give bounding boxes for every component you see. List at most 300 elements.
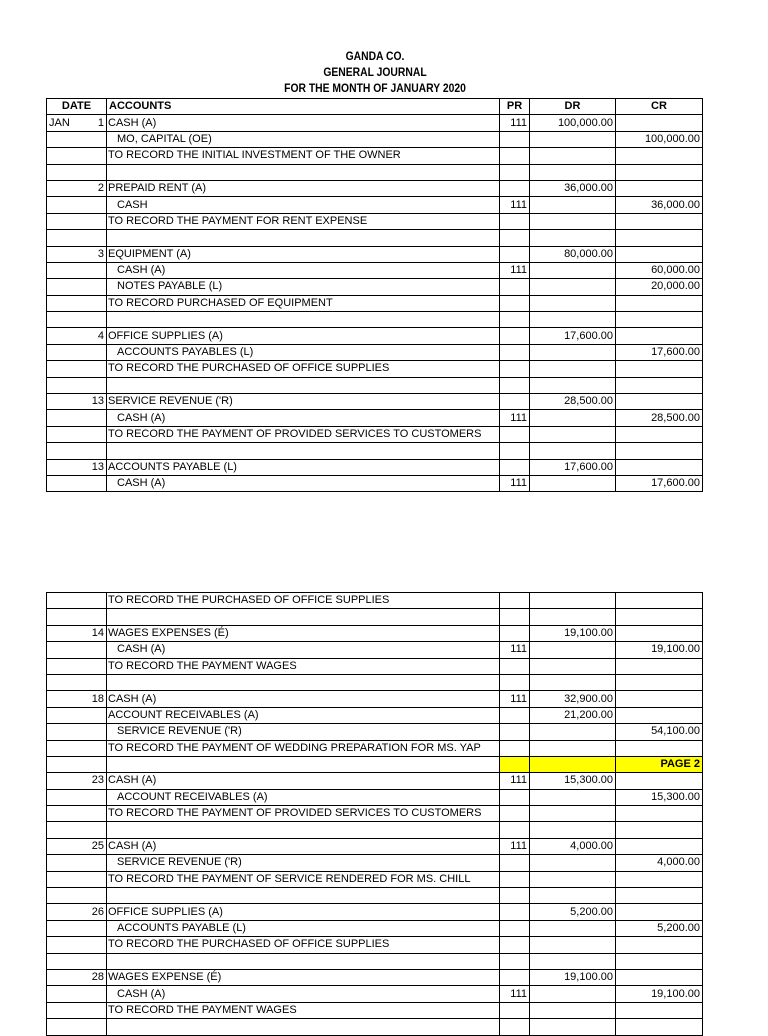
account-cell: [107, 443, 500, 459]
account-cell: TO RECORD THE PURCHASED OF OFFICE SUPPLIES: [107, 593, 500, 609]
debit-cell: [530, 344, 616, 360]
account-cell: [107, 888, 500, 904]
journal-row: [47, 838, 703, 854]
credit-cell: 36,000.00: [616, 197, 703, 213]
debit-cell: 4,000.00: [530, 838, 616, 854]
account-cell: TO RECORD THE PAYMENT OF PROVIDED SERVICES TO CUSTOMERS: [107, 426, 500, 442]
pr-cell: [500, 756, 530, 772]
credit-cell: [616, 937, 703, 953]
debit-cell: 80,000.00: [530, 246, 616, 262]
journal-row: [47, 658, 703, 674]
debit-cell: [530, 426, 616, 442]
accounts-column-header: ACCOUNTS: [107, 99, 500, 115]
account-cell: OFFICE SUPPLIES (A): [107, 328, 500, 344]
journal-table-page-1: [46, 98, 703, 492]
date-day-cell: 2: [77, 180, 107, 196]
journal-period: FOR THE MONTH OF JANUARY 2020: [284, 83, 466, 95]
pr-cell: [500, 609, 530, 625]
account-cell: TO RECORD THE PAYMENT OF WEDDING PREPARATION FOR MS. YAP: [107, 740, 500, 756]
date-day-cell: [77, 213, 107, 229]
debit-cell: [530, 871, 616, 887]
date-month-cell: [47, 969, 77, 985]
date-day-cell: [77, 986, 107, 1002]
journal-row: [47, 888, 703, 904]
journal-row: [47, 246, 703, 262]
date-day-cell: [77, 756, 107, 772]
pr-cell: [500, 361, 530, 377]
pr-cell: [500, 131, 530, 147]
journal-row: [47, 789, 703, 805]
pr-cell: [500, 328, 530, 344]
debit-cell: [530, 262, 616, 278]
dr-column-header: DR: [530, 99, 616, 115]
account-cell: ACCOUNTS PAYABLE (L): [107, 459, 500, 475]
account-cell: ACCOUNTS PAYABLE (L): [107, 920, 500, 936]
account-cell: PREPAID RENT (A): [107, 180, 500, 196]
journal-row: [47, 164, 703, 180]
credit-cell: 28,500.00: [616, 410, 703, 426]
debit-cell: [530, 361, 616, 377]
debit-cell: 19,100.00: [530, 625, 616, 641]
date-month-cell: [47, 459, 77, 475]
date-day-cell: [77, 295, 107, 311]
debit-cell: 5,200.00: [530, 904, 616, 920]
debit-cell: [530, 131, 616, 147]
credit-cell: [616, 377, 703, 393]
credit-cell: 5,200.00: [616, 920, 703, 936]
debit-cell: [530, 475, 616, 491]
journal-row: [47, 674, 703, 690]
account-cell: SERVICE REVENUE ('R): [107, 724, 500, 740]
date-month-cell: [47, 443, 77, 459]
date-day-cell: [77, 262, 107, 278]
date-month-cell: [47, 642, 77, 658]
debit-cell: [530, 148, 616, 164]
journal-row: [47, 312, 703, 328]
credit-cell: [616, 593, 703, 609]
credit-cell: 60,000.00: [616, 262, 703, 278]
date-day-cell: [77, 642, 107, 658]
pr-cell: [500, 904, 530, 920]
pr-cell: 111: [500, 642, 530, 658]
date-month-cell: [47, 593, 77, 609]
date-month-cell: [47, 920, 77, 936]
pr-cell: [500, 164, 530, 180]
date-day-cell: [77, 279, 107, 295]
pr-cell: [500, 593, 530, 609]
credit-cell: [616, 443, 703, 459]
date-month-cell: [47, 1019, 77, 1035]
journal-row: [47, 904, 703, 920]
journal-row: [47, 937, 703, 953]
date-day-cell: [77, 312, 107, 328]
date-day-cell: [77, 377, 107, 393]
journal-row: [47, 197, 703, 213]
account-cell: CASH (A): [107, 986, 500, 1002]
pr-cell: 111: [500, 262, 530, 278]
credit-cell: [616, 459, 703, 475]
credit-cell: 100,000.00: [616, 131, 703, 147]
date-month-cell: JAN: [47, 115, 77, 131]
pr-cell: [500, 871, 530, 887]
pr-cell: 111: [500, 691, 530, 707]
date-day-cell: [77, 674, 107, 690]
journal-row: [47, 871, 703, 887]
journal-table-page-2: [46, 592, 703, 1036]
credit-cell: [616, 904, 703, 920]
debit-cell: 32,900.00: [530, 691, 616, 707]
journal-row: [47, 707, 703, 723]
pr-cell: [500, 230, 530, 246]
journal-title: GENERAL JOURNAL: [323, 67, 427, 79]
date-day-cell: [77, 806, 107, 822]
journal-row: [47, 180, 703, 196]
pr-cell: [500, 394, 530, 410]
pr-cell: [500, 920, 530, 936]
debit-cell: [530, 295, 616, 311]
journal-row: [47, 1019, 703, 1035]
credit-cell: [616, 394, 703, 410]
pr-cell: [500, 740, 530, 756]
pr-cell: 111: [500, 197, 530, 213]
credit-cell: [616, 838, 703, 854]
credit-cell: [616, 707, 703, 723]
debit-cell: [530, 642, 616, 658]
cr-column-header: CR: [616, 99, 703, 115]
debit-cell: [530, 789, 616, 805]
date-day-cell: [77, 822, 107, 838]
journal-row: [47, 855, 703, 871]
date-day-cell: [77, 871, 107, 887]
date-month-cell: [47, 279, 77, 295]
date-month-cell: [47, 312, 77, 328]
date-month-cell: [47, 344, 77, 360]
date-month-cell: [47, 707, 77, 723]
journal-row: [47, 115, 703, 131]
date-month-cell: [47, 328, 77, 344]
credit-cell: [616, 953, 703, 969]
pr-cell: [500, 213, 530, 229]
date-day-cell: [77, 855, 107, 871]
date-month-cell: [47, 262, 77, 278]
journal-row: [47, 361, 703, 377]
pr-cell: [500, 658, 530, 674]
pr-cell: [500, 953, 530, 969]
date-day-cell: 14: [77, 625, 107, 641]
date-month-cell: [47, 724, 77, 740]
date-month-cell: [47, 691, 77, 707]
account-cell: SERVICE REVENUE ('R): [107, 855, 500, 871]
debit-cell: 21,200.00: [530, 707, 616, 723]
date-day-cell: 1: [77, 115, 107, 131]
debit-cell: [530, 1019, 616, 1035]
debit-cell: 17,600.00: [530, 328, 616, 344]
account-cell: TO RECORD THE PAYMENT WAGES: [107, 658, 500, 674]
pr-cell: [500, 180, 530, 196]
journal-row: [47, 279, 703, 295]
date-month-cell: [47, 1002, 77, 1018]
date-month-cell: [47, 740, 77, 756]
journal-row: [47, 1002, 703, 1018]
debit-cell: [530, 230, 616, 246]
account-cell: [107, 822, 500, 838]
date-month-cell: [47, 246, 77, 262]
date-day-cell: [77, 344, 107, 360]
account-cell: ACCOUNT RECEIVABLES (A): [107, 789, 500, 805]
pr-cell: [500, 295, 530, 311]
credit-cell: [616, 691, 703, 707]
journal-row: [47, 131, 703, 147]
debit-cell: 36,000.00: [530, 180, 616, 196]
journal-row: [47, 609, 703, 625]
date-day-cell: [77, 131, 107, 147]
pr-cell: [500, 246, 530, 262]
credit-cell: 4,000.00: [616, 855, 703, 871]
pr-cell: [500, 855, 530, 871]
account-cell: TO RECORD THE PURCHASED OF OFFICE SUPPLIES: [107, 937, 500, 953]
date-day-cell: [77, 953, 107, 969]
date-day-cell: [77, 475, 107, 491]
pr-cell: 111: [500, 115, 530, 131]
account-cell: CASH: [107, 197, 500, 213]
table-header-row: [47, 99, 703, 115]
debit-cell: [530, 312, 616, 328]
date-month-cell: [47, 658, 77, 674]
journal-row: [47, 410, 703, 426]
date-day-cell: 3: [77, 246, 107, 262]
account-cell: [107, 1019, 500, 1035]
journal-row: [47, 328, 703, 344]
date-month-cell: [47, 806, 77, 822]
journal-row: [47, 475, 703, 491]
journal-row: [47, 230, 703, 246]
journal-row: [47, 756, 703, 772]
journal-row: [47, 642, 703, 658]
date-day-cell: [77, 937, 107, 953]
pr-cell: 111: [500, 475, 530, 491]
credit-cell: [616, 148, 703, 164]
date-month-cell: [47, 213, 77, 229]
date-day-cell: [77, 888, 107, 904]
date-day-cell: [77, 361, 107, 377]
date-month-cell: [47, 888, 77, 904]
pr-cell: 111: [500, 838, 530, 854]
company-name: GANDA CO.: [345, 51, 405, 63]
debit-cell: [530, 986, 616, 1002]
credit-cell: [616, 180, 703, 196]
debit-cell: 15,300.00: [530, 773, 616, 789]
debit-cell: 17,600.00: [530, 459, 616, 475]
credit-cell: [616, 740, 703, 756]
date-day-cell: [77, 1019, 107, 1035]
credit-cell: 19,100.00: [616, 642, 703, 658]
credit-cell: [616, 295, 703, 311]
date-month-cell: [47, 475, 77, 491]
debit-cell: [530, 164, 616, 180]
credit-cell: [616, 822, 703, 838]
date-day-cell: 18: [77, 691, 107, 707]
journal-row: [47, 262, 703, 278]
pr-cell: [500, 426, 530, 442]
date-day-cell: [77, 1002, 107, 1018]
account-cell: TO RECORD THE PAYMENT WAGES: [107, 1002, 500, 1018]
date-month-cell: [47, 822, 77, 838]
credit-cell: [616, 328, 703, 344]
pr-cell: [500, 344, 530, 360]
date-month-cell: [47, 197, 77, 213]
account-cell: ACCOUNT RECEIVABLES (A): [107, 707, 500, 723]
date-month-cell: [47, 625, 77, 641]
date-day-cell: [77, 230, 107, 246]
pr-cell: [500, 1002, 530, 1018]
date-month-cell: [47, 773, 77, 789]
account-cell: [107, 230, 500, 246]
account-cell: TO RECORD THE PAYMENT FOR RENT EXPENSE: [107, 213, 500, 229]
debit-cell: [530, 213, 616, 229]
date-month-cell: [47, 756, 77, 772]
debit-cell: [530, 674, 616, 690]
account-cell: OFFICE SUPPLIES (A): [107, 904, 500, 920]
date-day-cell: [77, 789, 107, 805]
account-cell: CASH (A): [107, 691, 500, 707]
journal-row: [47, 986, 703, 1002]
date-month-cell: [47, 871, 77, 887]
credit-cell: [616, 115, 703, 131]
account-cell: CASH (A): [107, 838, 500, 854]
debit-cell: [530, 593, 616, 609]
pr-cell: [500, 724, 530, 740]
date-day-cell: [77, 164, 107, 180]
account-cell: WAGES EXPENSES (É): [107, 625, 500, 641]
account-cell: CASH (A): [107, 115, 500, 131]
date-day-cell: [77, 410, 107, 426]
credit-cell: [616, 969, 703, 985]
credit-cell: [616, 888, 703, 904]
credit-cell: [616, 625, 703, 641]
date-column-header: DATE: [47, 99, 107, 115]
date-day-cell: 13: [77, 459, 107, 475]
date-month-cell: [47, 295, 77, 311]
account-cell: WAGES EXPENSE (É): [107, 969, 500, 985]
date-day-cell: [77, 443, 107, 459]
credit-cell: 17,600.00: [616, 344, 703, 360]
credit-cell: 20,000.00: [616, 279, 703, 295]
debit-cell: 19,100.00: [530, 969, 616, 985]
date-month-cell: [47, 394, 77, 410]
credit-cell: [616, 806, 703, 822]
debit-cell: 28,500.00: [530, 394, 616, 410]
date-month-cell: [47, 361, 77, 377]
pr-cell: [500, 806, 530, 822]
debit-cell: [530, 855, 616, 871]
date-day-cell: [77, 658, 107, 674]
debit-cell: [530, 197, 616, 213]
pr-cell: [500, 1019, 530, 1035]
debit-cell: [530, 377, 616, 393]
date-month-cell: [47, 789, 77, 805]
date-month-cell: [47, 426, 77, 442]
account-cell: TO RECORD THE PAYMENT OF SERVICE RENDERED FOR MS. CHILL: [107, 871, 500, 887]
journal-row: [47, 394, 703, 410]
date-day-cell: 23: [77, 773, 107, 789]
pr-cell: [500, 888, 530, 904]
date-day-cell: 28: [77, 969, 107, 985]
pr-cell: 111: [500, 410, 530, 426]
date-month-cell: [47, 986, 77, 1002]
journal-row: [47, 806, 703, 822]
debit-cell: [530, 806, 616, 822]
date-day-cell: [77, 426, 107, 442]
credit-cell: [616, 1002, 703, 1018]
account-cell: TO RECORD THE PAYMENT OF PROVIDED SERVICES TO CUSTOMERS: [107, 806, 500, 822]
account-cell: CASH (A): [107, 262, 500, 278]
credit-cell: 15,300.00: [616, 789, 703, 805]
date-month-cell: [47, 855, 77, 871]
date-day-cell: [77, 148, 107, 164]
date-day-cell: 25: [77, 838, 107, 854]
date-day-cell: [77, 707, 107, 723]
credit-cell: [616, 426, 703, 442]
date-month-cell: [47, 164, 77, 180]
journal-row: [47, 344, 703, 360]
pr-cell: 111: [500, 773, 530, 789]
journal-row: [47, 773, 703, 789]
pr-cell: [500, 377, 530, 393]
account-cell: NOTES PAYABLE (L): [107, 279, 500, 295]
account-cell: TO RECORD THE INITIAL INVESTMENT OF THE OWNER: [107, 148, 500, 164]
debit-cell: [530, 410, 616, 426]
pr-cell: [500, 625, 530, 641]
debit-cell: 100,000.00: [530, 115, 616, 131]
date-month-cell: [47, 953, 77, 969]
account-cell: [107, 756, 500, 772]
credit-cell: [616, 312, 703, 328]
pr-cell: [500, 312, 530, 328]
account-cell: [107, 674, 500, 690]
debit-cell: [530, 279, 616, 295]
journal-row: [47, 593, 703, 609]
pr-cell: [500, 822, 530, 838]
account-cell: TO RECORD THE PURCHASED OF OFFICE SUPPLIES: [107, 361, 500, 377]
credit-cell: [616, 230, 703, 246]
debit-cell: [530, 1002, 616, 1018]
account-cell: TO RECORD PURCHASED OF EQUIPMENT: [107, 295, 500, 311]
debit-cell: [530, 658, 616, 674]
date-day-cell: [77, 197, 107, 213]
credit-cell: [616, 164, 703, 180]
pr-cell: [500, 789, 530, 805]
account-cell: CASH (A): [107, 410, 500, 426]
date-month-cell: [47, 937, 77, 953]
debit-cell: [530, 920, 616, 936]
debit-cell: [530, 443, 616, 459]
account-cell: SERVICE REVENUE ('R): [107, 394, 500, 410]
debit-cell: [530, 756, 616, 772]
journal-row: [47, 969, 703, 985]
pr-cell: [500, 443, 530, 459]
credit-cell: 19,100.00: [616, 986, 703, 1002]
date-month-cell: [47, 674, 77, 690]
date-day-cell: [77, 740, 107, 756]
credit-cell: [616, 1019, 703, 1035]
pr-cell: [500, 969, 530, 985]
journal-row: [47, 443, 703, 459]
credit-cell: PAGE 2: [616, 756, 703, 772]
pr-column-header: PR: [500, 99, 530, 115]
date-day-cell: 4: [77, 328, 107, 344]
date-day-cell: 26: [77, 904, 107, 920]
pr-cell: [500, 707, 530, 723]
